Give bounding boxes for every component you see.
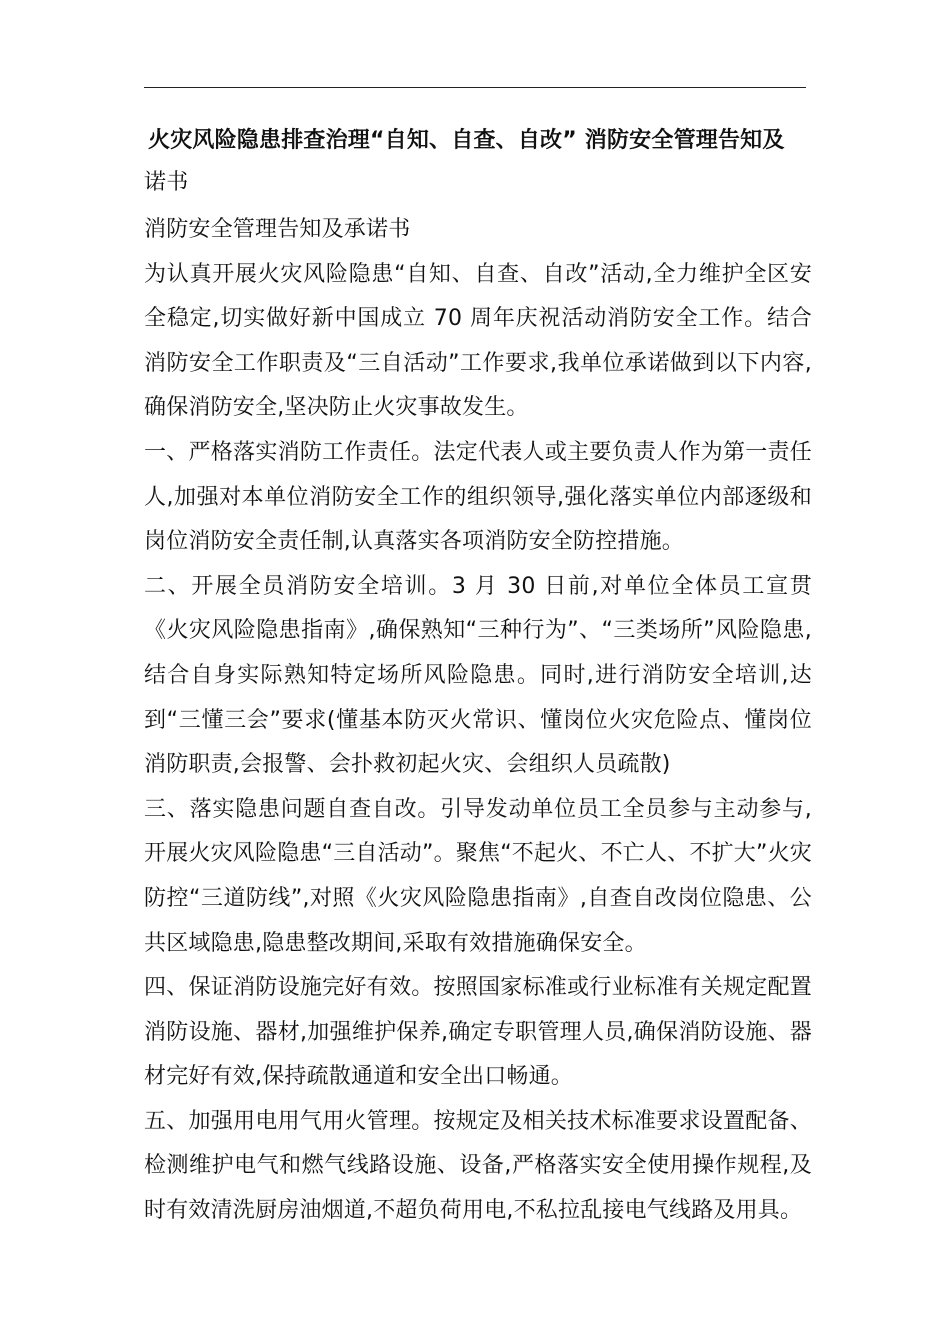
- paragraph-item-2: 二、开展全员消防安全培训。3 月 30 日前,对单位全体员工宣贯《火灾风险隐患指南》,确保熟知“三种行为”、“三类场所”风险隐患,结合自身实际熟知特定场所风险隐患。同时,进行消防安全培训,达到“三懂三会”要求(懂基本防灭火常识、懂岗位火灾危险点、懂岗位消防职责,会报警、会扑救初起火灾、会组织人员疏散): [144, 573, 812, 778]
- document-subtitle: 消防安全管理告知及承诺书: [144, 217, 411, 242]
- header-rule: [144, 87, 806, 88]
- document-body: [144, 122, 812, 1234]
- paragraph-item-4: 四、保证消防设施完好有效。按照国家标准或行业标准有关规定配置消防设施、器材,加强维护保养,确定专职管理人员,确保消防设施、器材完好有效,保持疏散通道和安全出口畅通。: [144, 975, 812, 1090]
- document-title: 火灾风险隐患排查治理“自知、自查、自改” 消防安全管理告知及: [148, 128, 785, 153]
- paragraph-item-5: 五、加强用电用气用火管理。按规定及相关技术标准要求设置配备、检测维护电气和燃气线路设施、设备,严格落实安全使用操作规程,及时有效清洗厨房油烟道,不超负荷用电,不私拉乱接电气线路及用具。: [144, 1108, 812, 1224]
- paragraph-intro: 为认真开展火灾风险隐患“自知、自查、自改”活动,全力维护全区安全稳定,切实做好新中国成立 70 周年庆祝活动消防安全工作。结合消防安全工作职责及“三自活动”工作要求,我单位承诺做到以下内容,确保消防安全,坚决防止火灾事故发生。: [144, 261, 812, 421]
- paragraph-item-3: 三、落实隐患问题自查自改。引导发动单位员工全员参与主动参与,开展火灾风险隐患“三自活动”。聚焦“不起火、不亡人、不扩大”火灾防控“三道防线”,对照《火灾风险隐患指南》,自查自改岗位隐患、公共区域隐患,隐患整改期间,采取有效措施确保安全。: [144, 796, 812, 956]
- paragraph-item-1: 一、严格落实消防工作责任。法定代表人或主要负责人作为第一责任人,加强对本单位消防安全工作的组织领导,强化落实单位内部逐级和岗位消防安全责任制,认真落实各项消防安全防控措施。: [144, 439, 812, 555]
- document-title-continued: 诺书: [144, 170, 189, 195]
